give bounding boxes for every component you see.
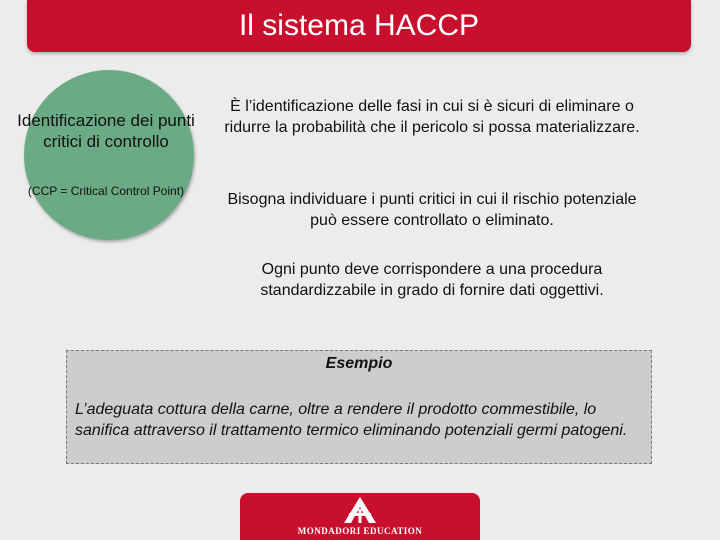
ccp-circle bbox=[24, 70, 194, 240]
paragraph-definition: È l’identificazione delle fasi in cui si è sicuri di eliminare o ridurre la probabilità che il pericolo si possa materializzare. bbox=[224, 98, 640, 136]
circle-title: Identificazione dei punti critici di controllo bbox=[17, 111, 195, 151]
example-box bbox=[66, 350, 652, 464]
footer-logo-text: MONDADORI EDUCATION bbox=[297, 526, 423, 536]
paragraph-procedure: Ogni punto deve corrispondere a una procedura standardizzabile in grado di fornire dati oggettivi. bbox=[260, 261, 604, 299]
example-title: Esempio bbox=[325, 355, 393, 372]
page-title: Il sistema HACCP bbox=[238, 9, 480, 42]
circle-subtitle: (CCP = Critical Control Point) bbox=[27, 184, 185, 198]
mondadori-rose-icon bbox=[341, 496, 379, 524]
paragraph-critical-points: Bisogna individuare i punti critici in cui il rischio potenziale può essere controllato o eliminato. bbox=[227, 191, 637, 229]
example-text: L’adeguata cottura della carne, oltre a rendere il prodotto commestibile, lo sanifica attraverso il trattamento termico eliminando potenziali germi patogeni. bbox=[75, 401, 628, 439]
title-bar bbox=[27, 0, 691, 52]
footer-logo bbox=[240, 493, 480, 540]
